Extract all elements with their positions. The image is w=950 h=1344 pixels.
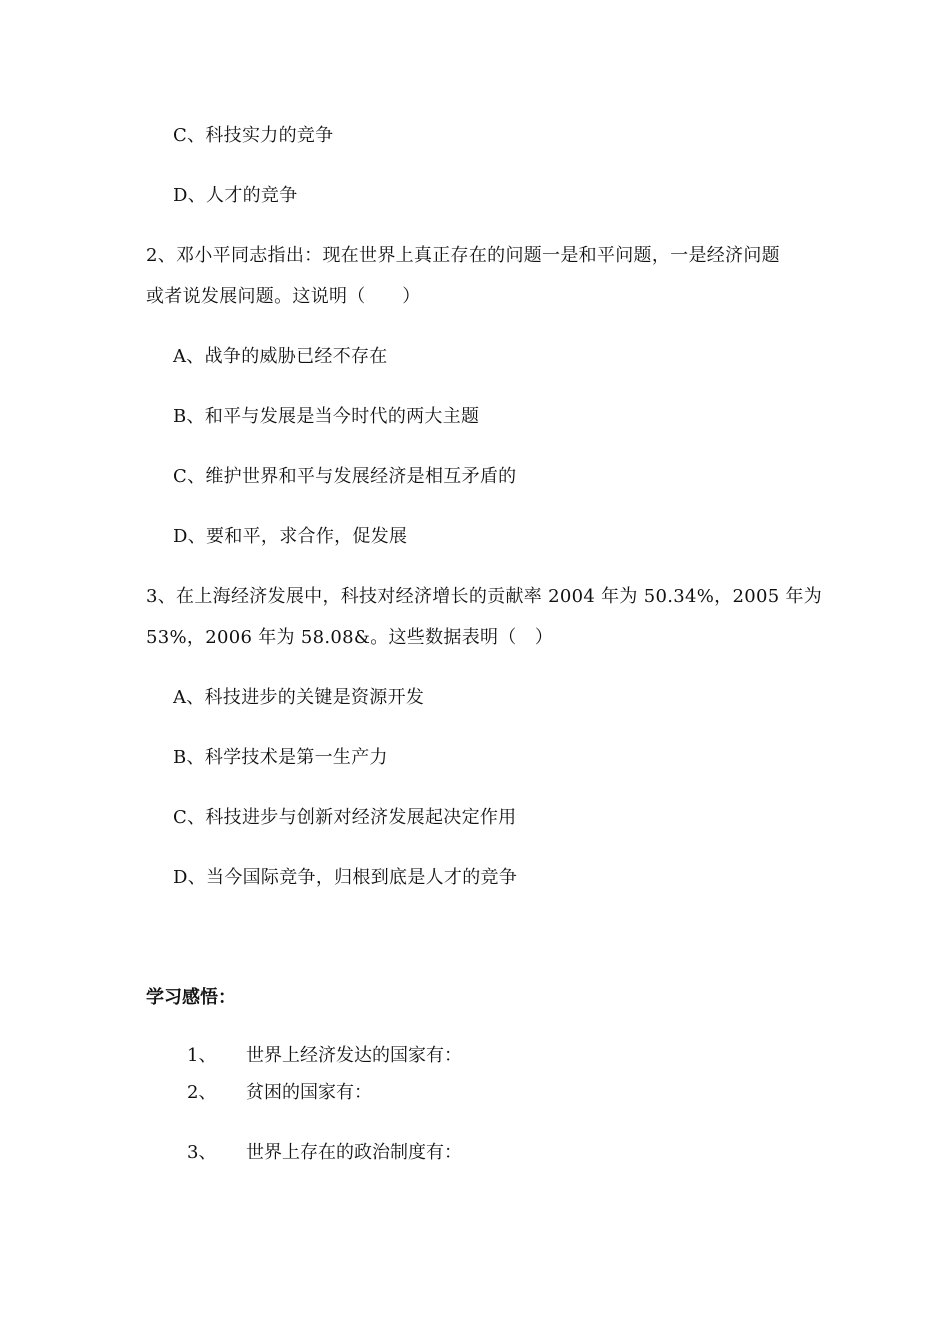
q3-option-b: B、科学技术是第一生产力 <box>173 747 388 768</box>
reflection-heading: 学习感悟： <box>146 987 236 1008</box>
reflection-item-2-number: 2、 <box>187 1082 217 1103</box>
reflection-item-1-text: 世界上经济发达的国家有： <box>246 1045 462 1066</box>
reflection-item-1-number: 1、 <box>187 1045 217 1066</box>
q2-option-d: D、要和平，求合作，促发展 <box>173 526 408 547</box>
q2-option-b: B、和平与发展是当今时代的两大主题 <box>173 406 480 427</box>
reflection-item-3-text: 世界上存在的政治制度有： <box>246 1142 462 1163</box>
q3-option-d: D、当今国际竞争，归根到底是人才的竞争 <box>173 867 518 888</box>
q2-option-a: A、战争的威胁已经不存在 <box>173 346 388 367</box>
q3-option-a: A、科技进步的关键是资源开发 <box>173 687 425 708</box>
q2-stem-line1: 2、邓小平同志指出：现在世界上真正存在的问题一是和平问题，一是经济问题 <box>146 245 780 266</box>
q1-option-c: C、科技实力的竞争 <box>173 125 334 146</box>
q2-stem-line2: 或者说发展问题。这说明（ ） <box>146 286 421 307</box>
q3-stem-line1: 3、在上海经济发展中，科技对经济增长的贡献率 2004 年为 50.34%，2005 年为 <box>146 586 823 607</box>
q3-stem-line2: 53%，2006 年为 58.08&。这些数据表明（ ） <box>146 627 554 648</box>
q1-option-d: D、人才的竞争 <box>173 185 298 206</box>
q3-option-c: C、科技进步与创新对经济发展起决定作用 <box>173 807 517 828</box>
reflection-item-2-text: 贫困的国家有： <box>246 1082 372 1103</box>
reflection-item-3-number: 3、 <box>187 1142 217 1163</box>
q2-option-c: C、维护世界和平与发展经济是相互矛盾的 <box>173 466 517 487</box>
